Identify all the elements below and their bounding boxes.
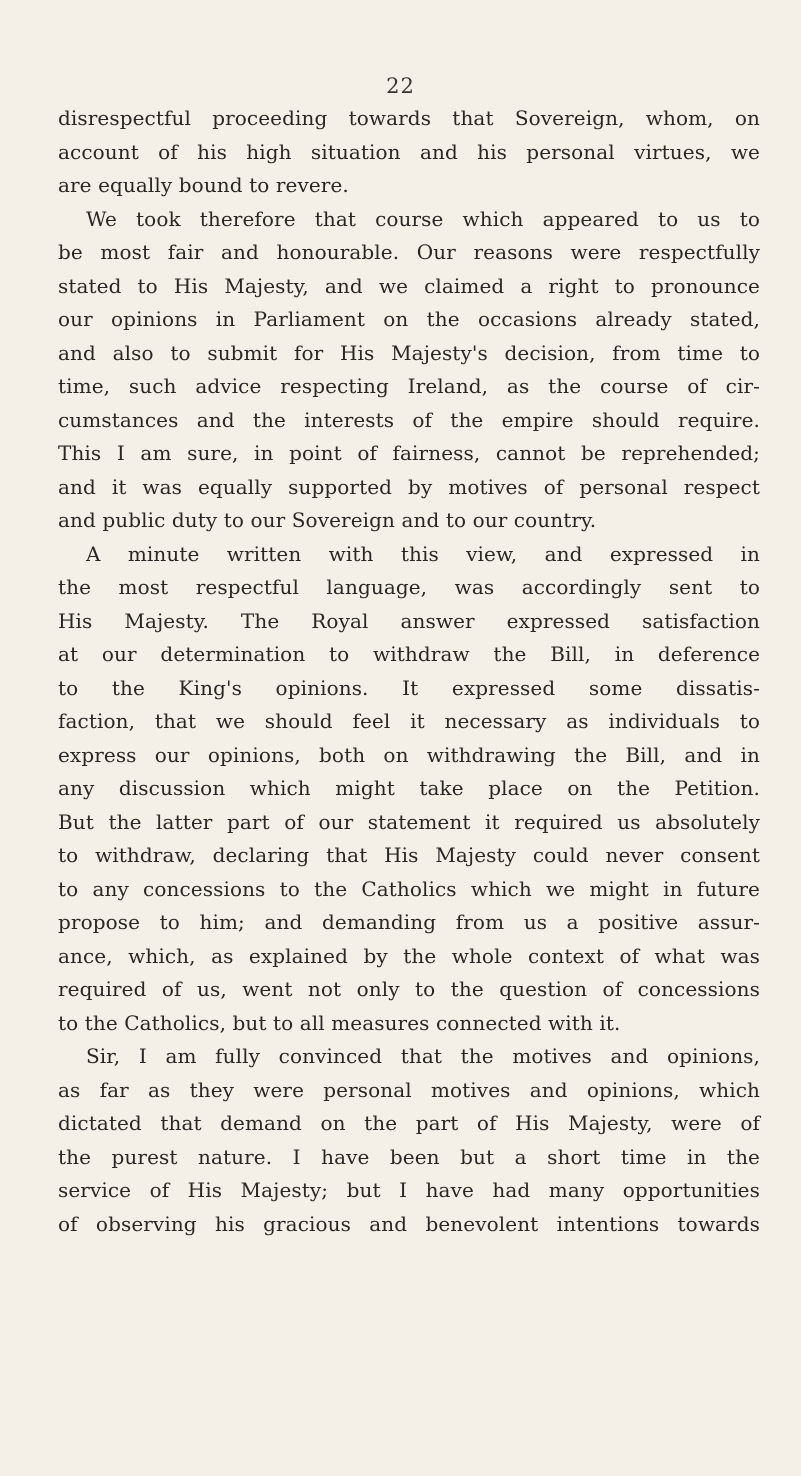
page-number: 22 bbox=[386, 74, 415, 98]
text-line: to withdraw, declaring that His Majesty could never consent bbox=[58, 843, 760, 867]
text-line: to the Catholics, but to all measures connected with it. bbox=[58, 1010, 621, 1035]
text-line: disrespectful proceeding towards that Sovereign, whom, on bbox=[58, 106, 760, 130]
text-line: the purest nature. I have been but a short time in the bbox=[58, 1144, 760, 1169]
text-line: to any concessions to the Catholics which we might in future bbox=[58, 876, 760, 901]
text-line: are equally bound to revere. bbox=[58, 173, 349, 197]
text-line: and public duty to our Sovereign and to our country. bbox=[58, 508, 597, 532]
text-line: His Majesty. The Royal answer expressed satisfaction bbox=[58, 608, 760, 633]
text-line: propose to him; and demanding from us a positive assur- bbox=[58, 910, 760, 934]
text-line: at our determination to withdraw the Bill, in deference bbox=[58, 642, 760, 666]
text-line: and also to submit for His Majesty's decision, from time to bbox=[58, 340, 760, 365]
text-line: required of us, went not only to the question of concessions bbox=[58, 977, 760, 1001]
text-line: ance, which, as explained by the whole context of what was bbox=[58, 943, 760, 968]
text-line: This I am sure, in point of fairness, cannot be reprehended; bbox=[58, 441, 760, 465]
text-line: cumstances and the interests of the empire should require. bbox=[58, 407, 760, 432]
text-line: Sir, I am fully convinced that the motives and opinions, bbox=[86, 1044, 760, 1068]
text-line: express our opinions, both on withdrawing the Bill, and in bbox=[58, 742, 760, 767]
text-line: time, such advice respecting Ireland, as the course of cir- bbox=[58, 374, 760, 398]
text-line: as far as they were personal motives and opinions, which bbox=[58, 1077, 760, 1102]
text-line: service of His Majesty; but I have had many opportunities bbox=[58, 1178, 760, 1202]
text-line: the most respectful language, was accordingly sent to bbox=[58, 575, 760, 599]
text-line: to the King's opinions. It expressed some dissatis- bbox=[58, 675, 760, 700]
text-line: A minute written with this view, and expressed in bbox=[86, 541, 760, 566]
text-line: our opinions in Parliament on the occasions already stated, bbox=[58, 307, 760, 331]
text-line: stated to His Majesty, and we claimed a right to pronounce bbox=[58, 273, 760, 298]
text-line: and it was equally supported by motives of personal respect bbox=[58, 474, 760, 499]
text-line: account of his high situation and his personal virtues, we bbox=[58, 139, 760, 164]
text-line: of observing his gracious and benevolent intentions towards bbox=[58, 1211, 760, 1236]
text-line: But the latter part of our statement it required us absolutely bbox=[58, 809, 760, 834]
text-line: any discussion which might take place on the Petition. bbox=[58, 776, 760, 800]
text-line: be most fair and honourable. Our reasons were respectfully bbox=[58, 240, 760, 264]
text-line: faction, that we should feel it necessary as individuals to bbox=[58, 709, 760, 733]
text-line: dictated that demand on the part of His Majesty, were of bbox=[58, 1111, 760, 1135]
text-line: We took therefore that course which appeared to us to bbox=[86, 206, 760, 231]
body-text bbox=[58, 102, 760, 1241]
